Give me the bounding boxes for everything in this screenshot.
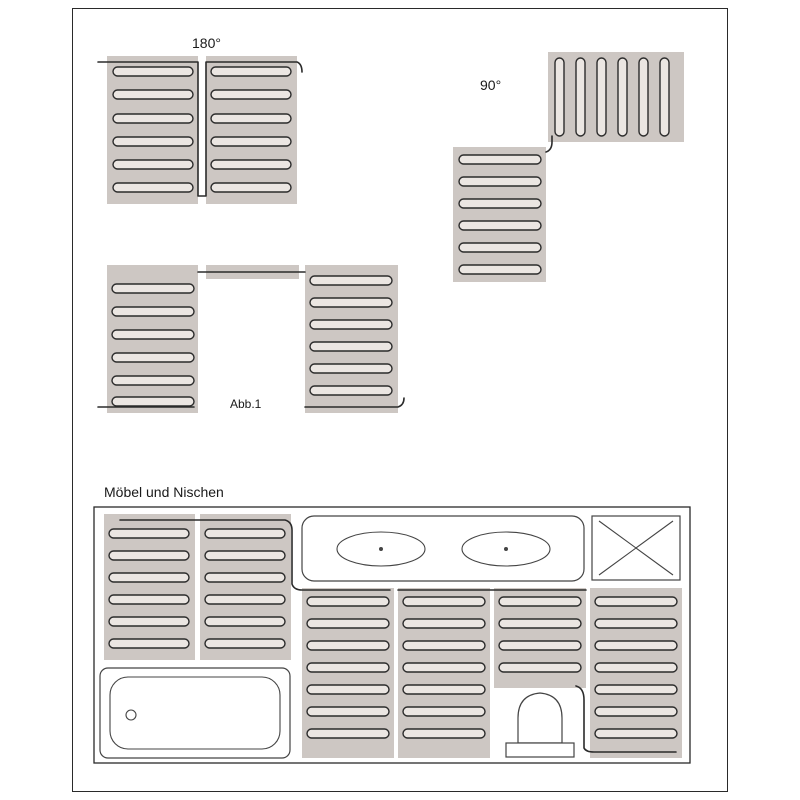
mat-group-abb1 xyxy=(98,265,404,413)
sink-icon xyxy=(302,516,584,581)
label-figure: Abb.1 xyxy=(230,397,262,411)
mat-180-right xyxy=(206,56,297,204)
mat-180-left xyxy=(107,56,198,204)
label-90: 90° xyxy=(480,77,502,93)
mat-90-bottom xyxy=(453,147,546,282)
section-title: Möbel und Nischen xyxy=(104,484,224,500)
mat-group-180 xyxy=(98,56,302,204)
bathtub-icon xyxy=(100,668,290,758)
label-180: 180° xyxy=(192,35,221,51)
cross-box-icon xyxy=(592,516,680,580)
